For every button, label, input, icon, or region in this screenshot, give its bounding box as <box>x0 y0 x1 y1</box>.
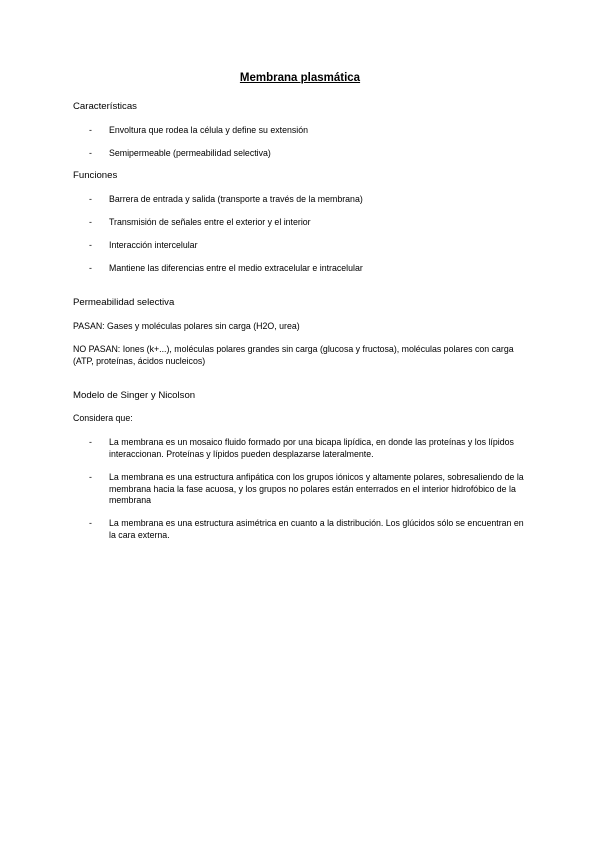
paragraph-no-pasan: NO PASAN: Iones (k+...), moléculas polares grandes sin carga (glucosa y fructosa), moléculas polares con carga (ATP, proteínas, ácidos nucleicos) <box>73 344 514 366</box>
bullet-marker: - <box>89 194 92 204</box>
bullet-marker: - <box>89 125 92 135</box>
bullet-marker: - <box>89 217 92 227</box>
list-item-text: La membrana es un mosaico fluido formado por una bicapa lipídica, en donde las proteínas y los lípidos interaccionan. Proteínas y lípidos pueden desplazarse lateralmente. <box>109 437 514 459</box>
section-heading-permeabilidad: Permeabilidad selectiva <box>73 297 175 308</box>
bullet-marker: - <box>89 518 92 528</box>
page-title: Membrana plasmática <box>239 72 361 84</box>
bullet-marker: - <box>89 148 92 158</box>
list-item-text: Semipermeable (permeabilidad selectiva) <box>109 148 271 158</box>
section-heading-modelo: Modelo de Singer y Nicolson <box>73 390 196 401</box>
section-heading-caracteristicas: Características <box>73 101 137 112</box>
list-item-text: Barrera de entrada y salida (transporte a través de la membrana) <box>109 194 363 204</box>
bullet-marker: - <box>89 263 92 273</box>
list-item-text: Envoltura que rodea la célula y define su extensión <box>109 125 309 135</box>
paragraph-pasan: PASAN: Gases y moléculas polares sin carga (H2O, urea) <box>73 321 300 331</box>
bullet-marker: - <box>89 472 92 482</box>
bullet-marker: - <box>89 240 92 250</box>
list-item-text: Transmisión de señales entre el exterior y el interior <box>109 217 311 227</box>
list-item-text: Mantiene las diferencias entre el medio extracelular e intracelular <box>109 263 363 273</box>
section-heading-funciones: Funciones <box>73 170 118 181</box>
list-item-text: Interacción intercelular <box>109 240 198 250</box>
bullet-marker: - <box>89 437 92 447</box>
paragraph-intro: Considera que: <box>73 413 133 423</box>
list-item-text: La membrana es una estructura asimétrica en cuanto a la distribución. Los glúcidos sólo se encuentran en la cara externa. <box>109 518 524 540</box>
list-item-text: La membrana es una estructura anfipática con los grupos iónicos y altamente polares, sobresaliendo de la membrana hacia la fase acuosa, y los grupos no polares están enterrados en el interior hidrofóbico de la membrana <box>109 472 524 505</box>
